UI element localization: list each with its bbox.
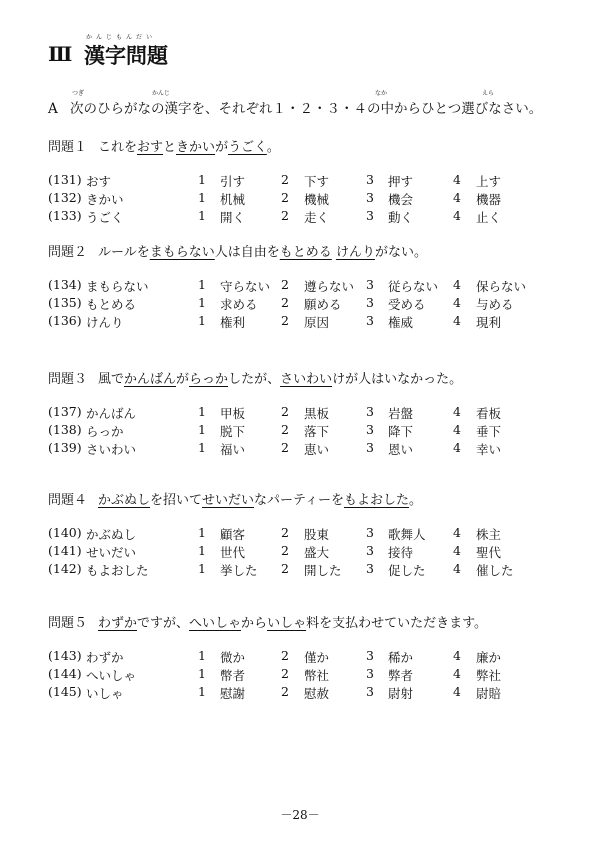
option-text: 守らない (220, 279, 271, 294)
instruction-ruby (48, 88, 578, 97)
option-number: 2 (281, 543, 289, 558)
option-text: 机械 (220, 192, 246, 207)
sentence-text: から (241, 616, 268, 631)
instruction-block (48, 88, 578, 117)
section-number: Ⅲ (48, 42, 73, 66)
question-item-row (48, 561, 568, 579)
option-text: 機器 (476, 192, 502, 207)
question-label: 問題１ (48, 140, 88, 155)
question-label: 問題４ (48, 493, 88, 508)
option-text: 慰謝 (220, 686, 246, 701)
option-number: 4 (453, 190, 461, 205)
sentence-text: が (176, 372, 190, 387)
option-number: 4 (453, 172, 461, 187)
option-text: 岩盤 (388, 406, 414, 421)
underlined-word: けんり (335, 245, 375, 260)
option-number: 1 (198, 172, 206, 187)
option-number: 4 (453, 684, 461, 699)
item-word: けんり (86, 315, 124, 330)
underlined-word: せいだい (202, 493, 255, 508)
item-number: (140) (48, 525, 82, 540)
option-text: 僅か (304, 650, 330, 665)
question-item-row (48, 422, 568, 440)
option-number: 1 (198, 525, 206, 540)
item-word: もよおした (86, 563, 149, 578)
item-number: (139) (48, 440, 82, 455)
item-word: うごく (86, 210, 124, 225)
option-number: 3 (366, 525, 374, 540)
question-item-row (48, 295, 568, 313)
sentence-text: したが、 (228, 372, 281, 387)
option-number: 3 (366, 422, 374, 437)
underlined-word: へいしゃ (189, 616, 242, 631)
item-word: きかい (86, 192, 124, 207)
option-number: 3 (366, 404, 374, 419)
item-number: (136) (48, 313, 82, 328)
item-word: わずか (86, 650, 124, 665)
question-label: 問題３ (48, 372, 88, 387)
option-number: 1 (198, 666, 206, 681)
sentence-text: を招いて (150, 493, 203, 508)
option-text: 原因 (304, 315, 330, 330)
option-text: 開した (304, 563, 342, 578)
option-number: 3 (366, 295, 374, 310)
underlined-word: もとめる (279, 245, 332, 260)
question-sentence (48, 368, 462, 387)
option-text: 株主 (476, 527, 502, 542)
underlined-word: もよおした (344, 493, 410, 508)
question-item-row (48, 440, 568, 458)
option-number: 2 (281, 525, 289, 540)
option-number: 2 (281, 313, 289, 328)
item-word: へいしゃ (86, 668, 137, 683)
option-number: 4 (453, 277, 461, 292)
question-item-row (48, 648, 568, 666)
option-text: 廉か (476, 650, 502, 665)
option-number: 2 (281, 422, 289, 437)
item-number: (143) (48, 648, 82, 663)
item-word: まもらない (86, 279, 149, 294)
option-text: 幣者 (220, 668, 246, 683)
option-text: 稀か (388, 650, 414, 665)
option-text: 甲板 (220, 406, 246, 421)
item-number: (145) (48, 684, 82, 699)
item-number: (132) (48, 190, 82, 205)
question-item-row (48, 525, 568, 543)
question-item-row (48, 543, 568, 561)
option-text: 脱下 (220, 424, 246, 439)
page-number: －28－ (280, 808, 320, 822)
sentence-text: けが人はいなかった。 (332, 372, 463, 387)
item-word: いしゃ (86, 686, 124, 701)
option-number: 1 (198, 648, 206, 663)
option-text: 弊社 (476, 668, 502, 683)
option-text: 接待 (388, 545, 414, 560)
question-item-row (48, 313, 568, 331)
underlined-word: きかい (176, 140, 216, 155)
option-text: 権利 (220, 315, 246, 330)
option-number: 4 (453, 313, 461, 328)
question-item-row (48, 172, 568, 190)
option-number: 1 (198, 404, 206, 419)
option-text: 促した (388, 563, 426, 578)
option-text: 遵らない (304, 279, 355, 294)
underlined-word: らっか (189, 372, 229, 387)
question-label: 問題５ (48, 616, 88, 631)
option-number: 3 (366, 313, 374, 328)
option-text: 弊者 (388, 668, 414, 683)
option-number: 2 (281, 684, 289, 699)
option-number: 4 (453, 666, 461, 681)
underlined-word: おす (137, 140, 164, 155)
item-number: (144) (48, 666, 82, 681)
sentence-text: がない。 (374, 245, 427, 260)
option-text: 黒板 (304, 406, 330, 421)
item-number: (142) (48, 561, 82, 576)
item-word: かんばん (86, 406, 137, 421)
item-word: もとめる (86, 297, 137, 312)
option-number: 1 (198, 313, 206, 328)
option-number: 1 (198, 277, 206, 292)
ruby-erabi: えら (482, 90, 495, 97)
option-text: 幸い (476, 442, 502, 457)
title-ruby: かんじもんだい (86, 34, 157, 41)
page-title: 漢字問題 (84, 43, 168, 68)
option-number: 4 (453, 561, 461, 576)
question-sentence (48, 241, 427, 260)
option-number: 3 (366, 208, 374, 223)
sentence-text: 人は自由を (214, 245, 280, 260)
option-text: 願める (304, 297, 342, 312)
option-number: 4 (453, 295, 461, 310)
option-text: 落下 (304, 424, 330, 439)
option-text: 走く (304, 210, 330, 225)
sentence-text: ですが、 (137, 616, 190, 631)
item-number: (134) (48, 277, 82, 292)
question-sentence (48, 489, 422, 508)
option-text: 開く (220, 210, 246, 225)
option-number: 3 (366, 666, 374, 681)
option-text: 尉射 (388, 686, 414, 701)
item-word: らっか (86, 424, 124, 439)
option-text: 受める (388, 297, 426, 312)
option-text: 押す (388, 174, 414, 189)
option-text: 微か (220, 650, 246, 665)
option-number: 1 (198, 295, 206, 310)
option-number: 3 (366, 277, 374, 292)
option-number: 2 (281, 561, 289, 576)
option-number: 4 (453, 440, 461, 455)
item-word: おす (86, 174, 112, 189)
underlined-word: うごく (228, 140, 267, 155)
item-word: かぶぬし (86, 527, 137, 542)
question-sentence (48, 612, 487, 631)
item-number: (131) (48, 172, 82, 187)
ruby-kanji: かんじ (152, 90, 171, 97)
option-text: 求める (220, 297, 258, 312)
item-number: (135) (48, 295, 82, 310)
question-item-row (48, 277, 568, 295)
option-number: 3 (366, 684, 374, 699)
option-number: 2 (281, 648, 289, 663)
instruction-line (48, 97, 578, 117)
item-number: (133) (48, 208, 82, 223)
ruby-tsugi: つぎ (72, 90, 85, 97)
option-number: 4 (453, 543, 461, 558)
option-text: 降下 (388, 424, 414, 439)
option-text: 恩い (388, 442, 414, 457)
option-text: 歌舞人 (388, 527, 426, 542)
sentence-text: これを (98, 140, 138, 155)
question-item-row (48, 190, 568, 208)
item-number: (141) (48, 543, 82, 558)
option-number: 3 (366, 190, 374, 205)
question-item-row (48, 404, 568, 422)
option-text: 現利 (476, 315, 502, 330)
ruby-naka: なか (375, 90, 388, 97)
option-number: 3 (366, 648, 374, 663)
option-text: 止く (476, 210, 502, 225)
underlined-word: いしゃ (267, 616, 307, 631)
option-number: 1 (198, 561, 206, 576)
option-number: 4 (453, 422, 461, 437)
question-item-row (48, 684, 568, 702)
option-number: 3 (366, 172, 374, 187)
option-text: 慰赦 (304, 686, 330, 701)
section-title-block (84, 32, 234, 68)
option-number: 1 (198, 422, 206, 437)
option-text: 機械 (304, 192, 330, 207)
option-text: 上す (476, 174, 502, 189)
underlined-word: かんばん (124, 372, 177, 387)
option-text: 股東 (304, 527, 330, 542)
underlined-word: わずか (98, 616, 138, 631)
option-text: 聖代 (476, 545, 502, 560)
sentence-text: と (163, 140, 177, 155)
option-number: 2 (281, 666, 289, 681)
option-number: 2 (281, 404, 289, 419)
item-word: さいわい (86, 442, 137, 457)
option-number: 4 (453, 648, 461, 663)
option-text: 動く (388, 210, 414, 225)
sentence-text: 。 (409, 493, 423, 508)
question-sentence (48, 136, 280, 155)
option-number: 1 (198, 684, 206, 699)
option-text: 世代 (220, 545, 246, 560)
option-text: 引す (220, 174, 246, 189)
option-text: 顧客 (220, 527, 246, 542)
option-number: 2 (281, 208, 289, 223)
option-number: 3 (366, 561, 374, 576)
question-item-row (48, 666, 568, 684)
option-text: 盛大 (304, 545, 330, 560)
underlined-word: さいわい (280, 372, 333, 387)
instruction-label: A (48, 101, 58, 117)
option-text: 幣社 (304, 668, 330, 683)
instruction-text: 次のひらがなの漢字を、それぞれ１・２・３・４の中からひとつ選びなさい。 (70, 101, 543, 117)
option-text: 恵い (304, 442, 330, 457)
option-number: 2 (281, 277, 289, 292)
option-number: 2 (281, 440, 289, 455)
option-number: 1 (198, 190, 206, 205)
option-text: 保らない (476, 279, 527, 294)
sentence-text: が (215, 140, 229, 155)
option-number: 1 (198, 543, 206, 558)
option-text: 与める (476, 297, 514, 312)
underlined-word: まもらない (149, 245, 215, 260)
option-text: 下す (304, 174, 330, 189)
option-text: 従らない (388, 279, 439, 294)
option-text: 催した (476, 563, 514, 578)
underlined-word: かぶぬし (98, 493, 151, 508)
option-number: 4 (453, 525, 461, 540)
option-number: 2 (281, 295, 289, 310)
option-number: 1 (198, 208, 206, 223)
sentence-text: 。 (266, 140, 280, 155)
option-number: 1 (198, 440, 206, 455)
option-number: 2 (281, 190, 289, 205)
option-number: 4 (453, 208, 461, 223)
sentence-text: 風で (98, 372, 125, 387)
option-text: 機会 (388, 192, 414, 207)
option-text: 垂下 (476, 424, 502, 439)
sentence-text: 料を支払わせていただきます。 (306, 616, 488, 631)
option-number: 2 (281, 172, 289, 187)
option-text: 福い (220, 442, 246, 457)
option-text: 尉賠 (476, 686, 502, 701)
option-number: 3 (366, 543, 374, 558)
question-item-row (48, 208, 568, 226)
item-number: (137) (48, 404, 82, 419)
sentence-text: ルールを (98, 245, 150, 260)
option-text: 挙した (220, 563, 258, 578)
item-number: (138) (48, 422, 82, 437)
question-label: 問題２ (48, 245, 88, 260)
option-number: 4 (453, 404, 461, 419)
option-number: 3 (366, 440, 374, 455)
option-text: 看板 (476, 406, 502, 421)
sentence-text: なパーティーを (254, 493, 345, 508)
option-text: 権威 (388, 315, 414, 330)
item-word: せいだい (86, 545, 137, 560)
